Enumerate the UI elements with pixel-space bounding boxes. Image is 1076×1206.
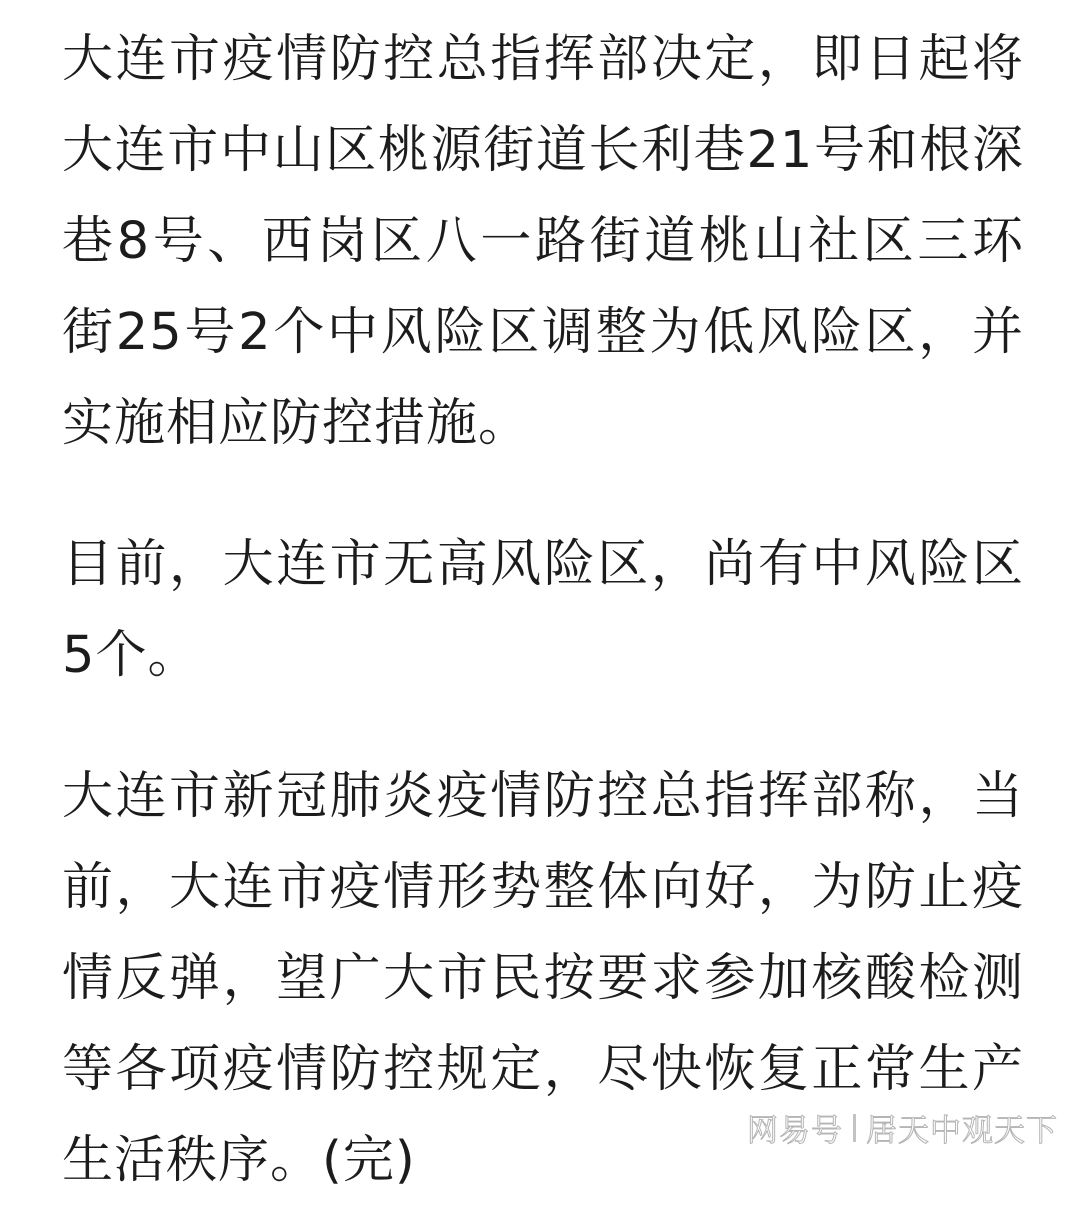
article-paragraph: 大连市新冠肺炎疫情防控总指挥部称，当前，大连市疫情形势整体向好，为防止疫情反弹，望广大市民按要求参加核酸检测等各项疫情防控规定，尽快恢复正常生产生活秩序。(完) xyxy=(62,767,1024,1190)
article-paragraph: 目前，大连市无高风险区，尚有中风险区5个。 xyxy=(62,535,1024,685)
watermark-account: 居天中观天下 xyxy=(866,1113,1058,1149)
watermark-divider xyxy=(853,1114,856,1142)
article-body xyxy=(62,14,1024,1206)
watermark-platform: 网易号 xyxy=(747,1113,843,1149)
watermark xyxy=(747,1105,1058,1150)
article-paragraph: 大连市疫情防控总指挥部决定，即日起将大连市中山区桃源街道长利巷21号和根深巷8号、西岗区八一路街道桃山社区三环街25号2个中风险区调整为低风险区，并实施相应防控措施。 xyxy=(62,30,1024,453)
